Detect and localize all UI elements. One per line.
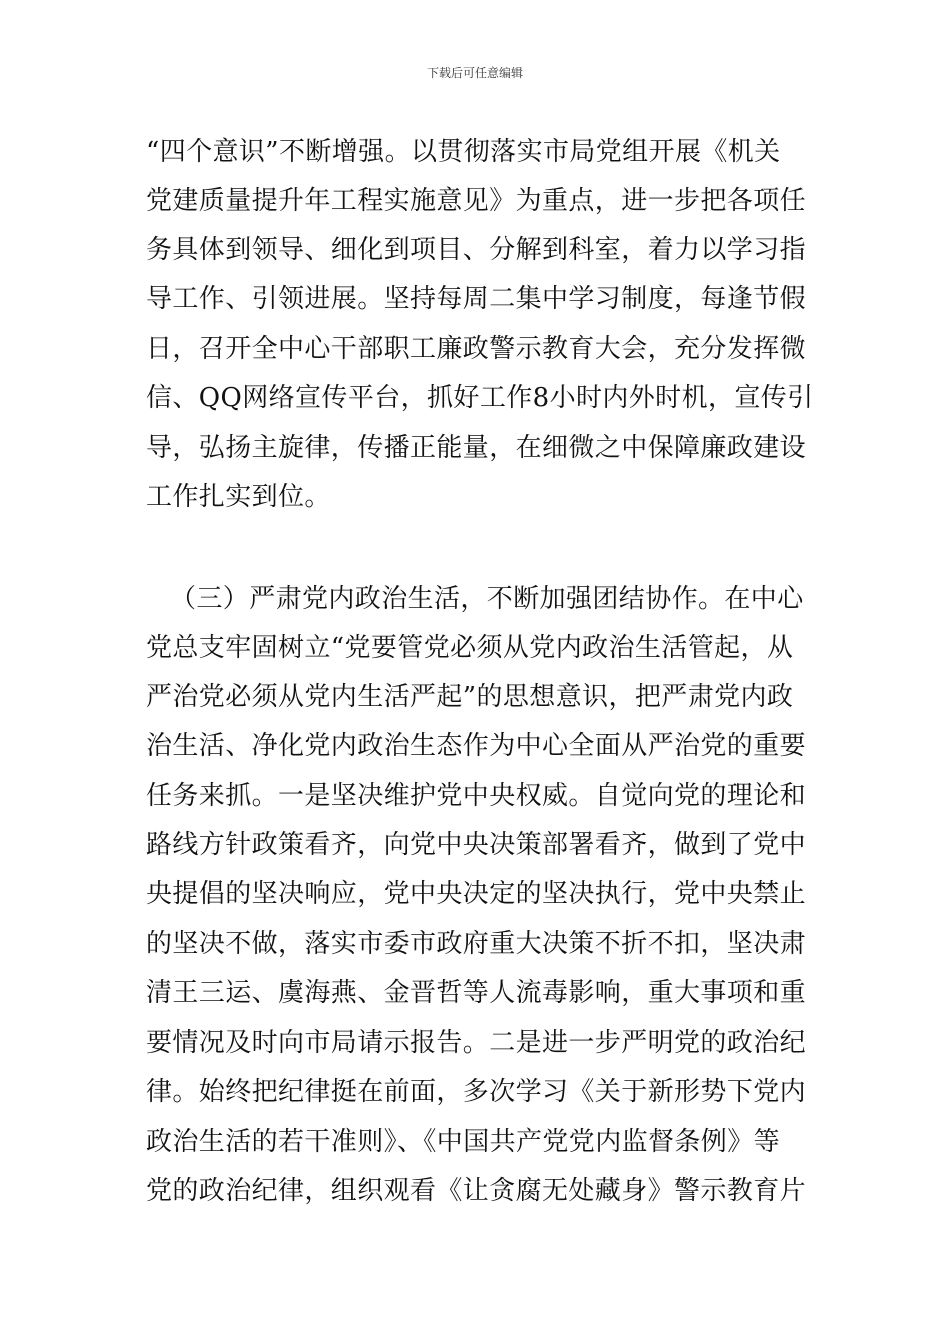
page-header: 下载后可任意编辑 xyxy=(426,66,523,80)
text-line: “四个意识”不断增强。以贯彻落实市局党组开展《机关 xyxy=(146,137,781,167)
text-line: 党的政治纪律，组织观看《让贪腐无处藏身》警示教育片 xyxy=(146,1176,807,1206)
text-line: 工作扎实到位。 xyxy=(146,482,331,512)
text-line: 日，召开全中心干部职工廉政警示教育大会，充分发挥微 xyxy=(146,334,807,364)
text-line: 央提倡的坚决响应，党中央决定的坚决执行，党中央禁止 xyxy=(146,879,807,909)
text-line: 党建质量提升年工程实施意见》为重点，进一步把各项任 xyxy=(146,186,807,216)
text-line: 律。始终把纪律挺在前面，多次学习《关于新形势下党内 xyxy=(146,1077,807,1107)
text-line: 党总支牢固树立“党要管党必须从党内政治生活管起，从 xyxy=(146,633,794,663)
text-line: （三）严肃党内政治生活，不断加强团结协作。在中心 xyxy=(170,584,804,614)
text-line: 信、QQ网络宣传平台，抓好工作8小时内外时机，宣传引 xyxy=(146,383,814,413)
text-line: 务具体到领导、细化到项目、分解到科室，着力以学习指 xyxy=(146,235,807,265)
text-line: 路线方针政策看齐，向党中央决策部署看齐，做到了党中 xyxy=(146,830,807,860)
text-line: 导，弘扬主旋律，传播正能量，在细微之中保障廉政建设 xyxy=(146,433,807,463)
text-line: 严治党必须从党内生活严起”的思想意识，把严肃党内政 xyxy=(146,682,794,712)
text-line: 政治生活的若干准则》、《中国共产党党内监督条例》等 xyxy=(146,1127,781,1157)
text-line: 要情况及时向市局请示报告。二是进一步严明党的政治纪 xyxy=(146,1028,807,1058)
text-line: 导工作、引领进展。坚持每周二集中学习制度，每逢节假 xyxy=(146,284,807,314)
text-line: 清王三运、虞海燕、金晋哲等人流毒影响，重大事项和重 xyxy=(146,978,807,1008)
text-line: 任务来抓。一是坚决维护党中央权威。自觉向党的理论和 xyxy=(146,781,807,811)
text-line: 治生活、净化党内政治生态作为中心全面从严治党的重要 xyxy=(146,731,807,761)
text-line: 的坚决不做，落实市委市政府重大决策不折不扣，坚决肃 xyxy=(146,929,807,959)
